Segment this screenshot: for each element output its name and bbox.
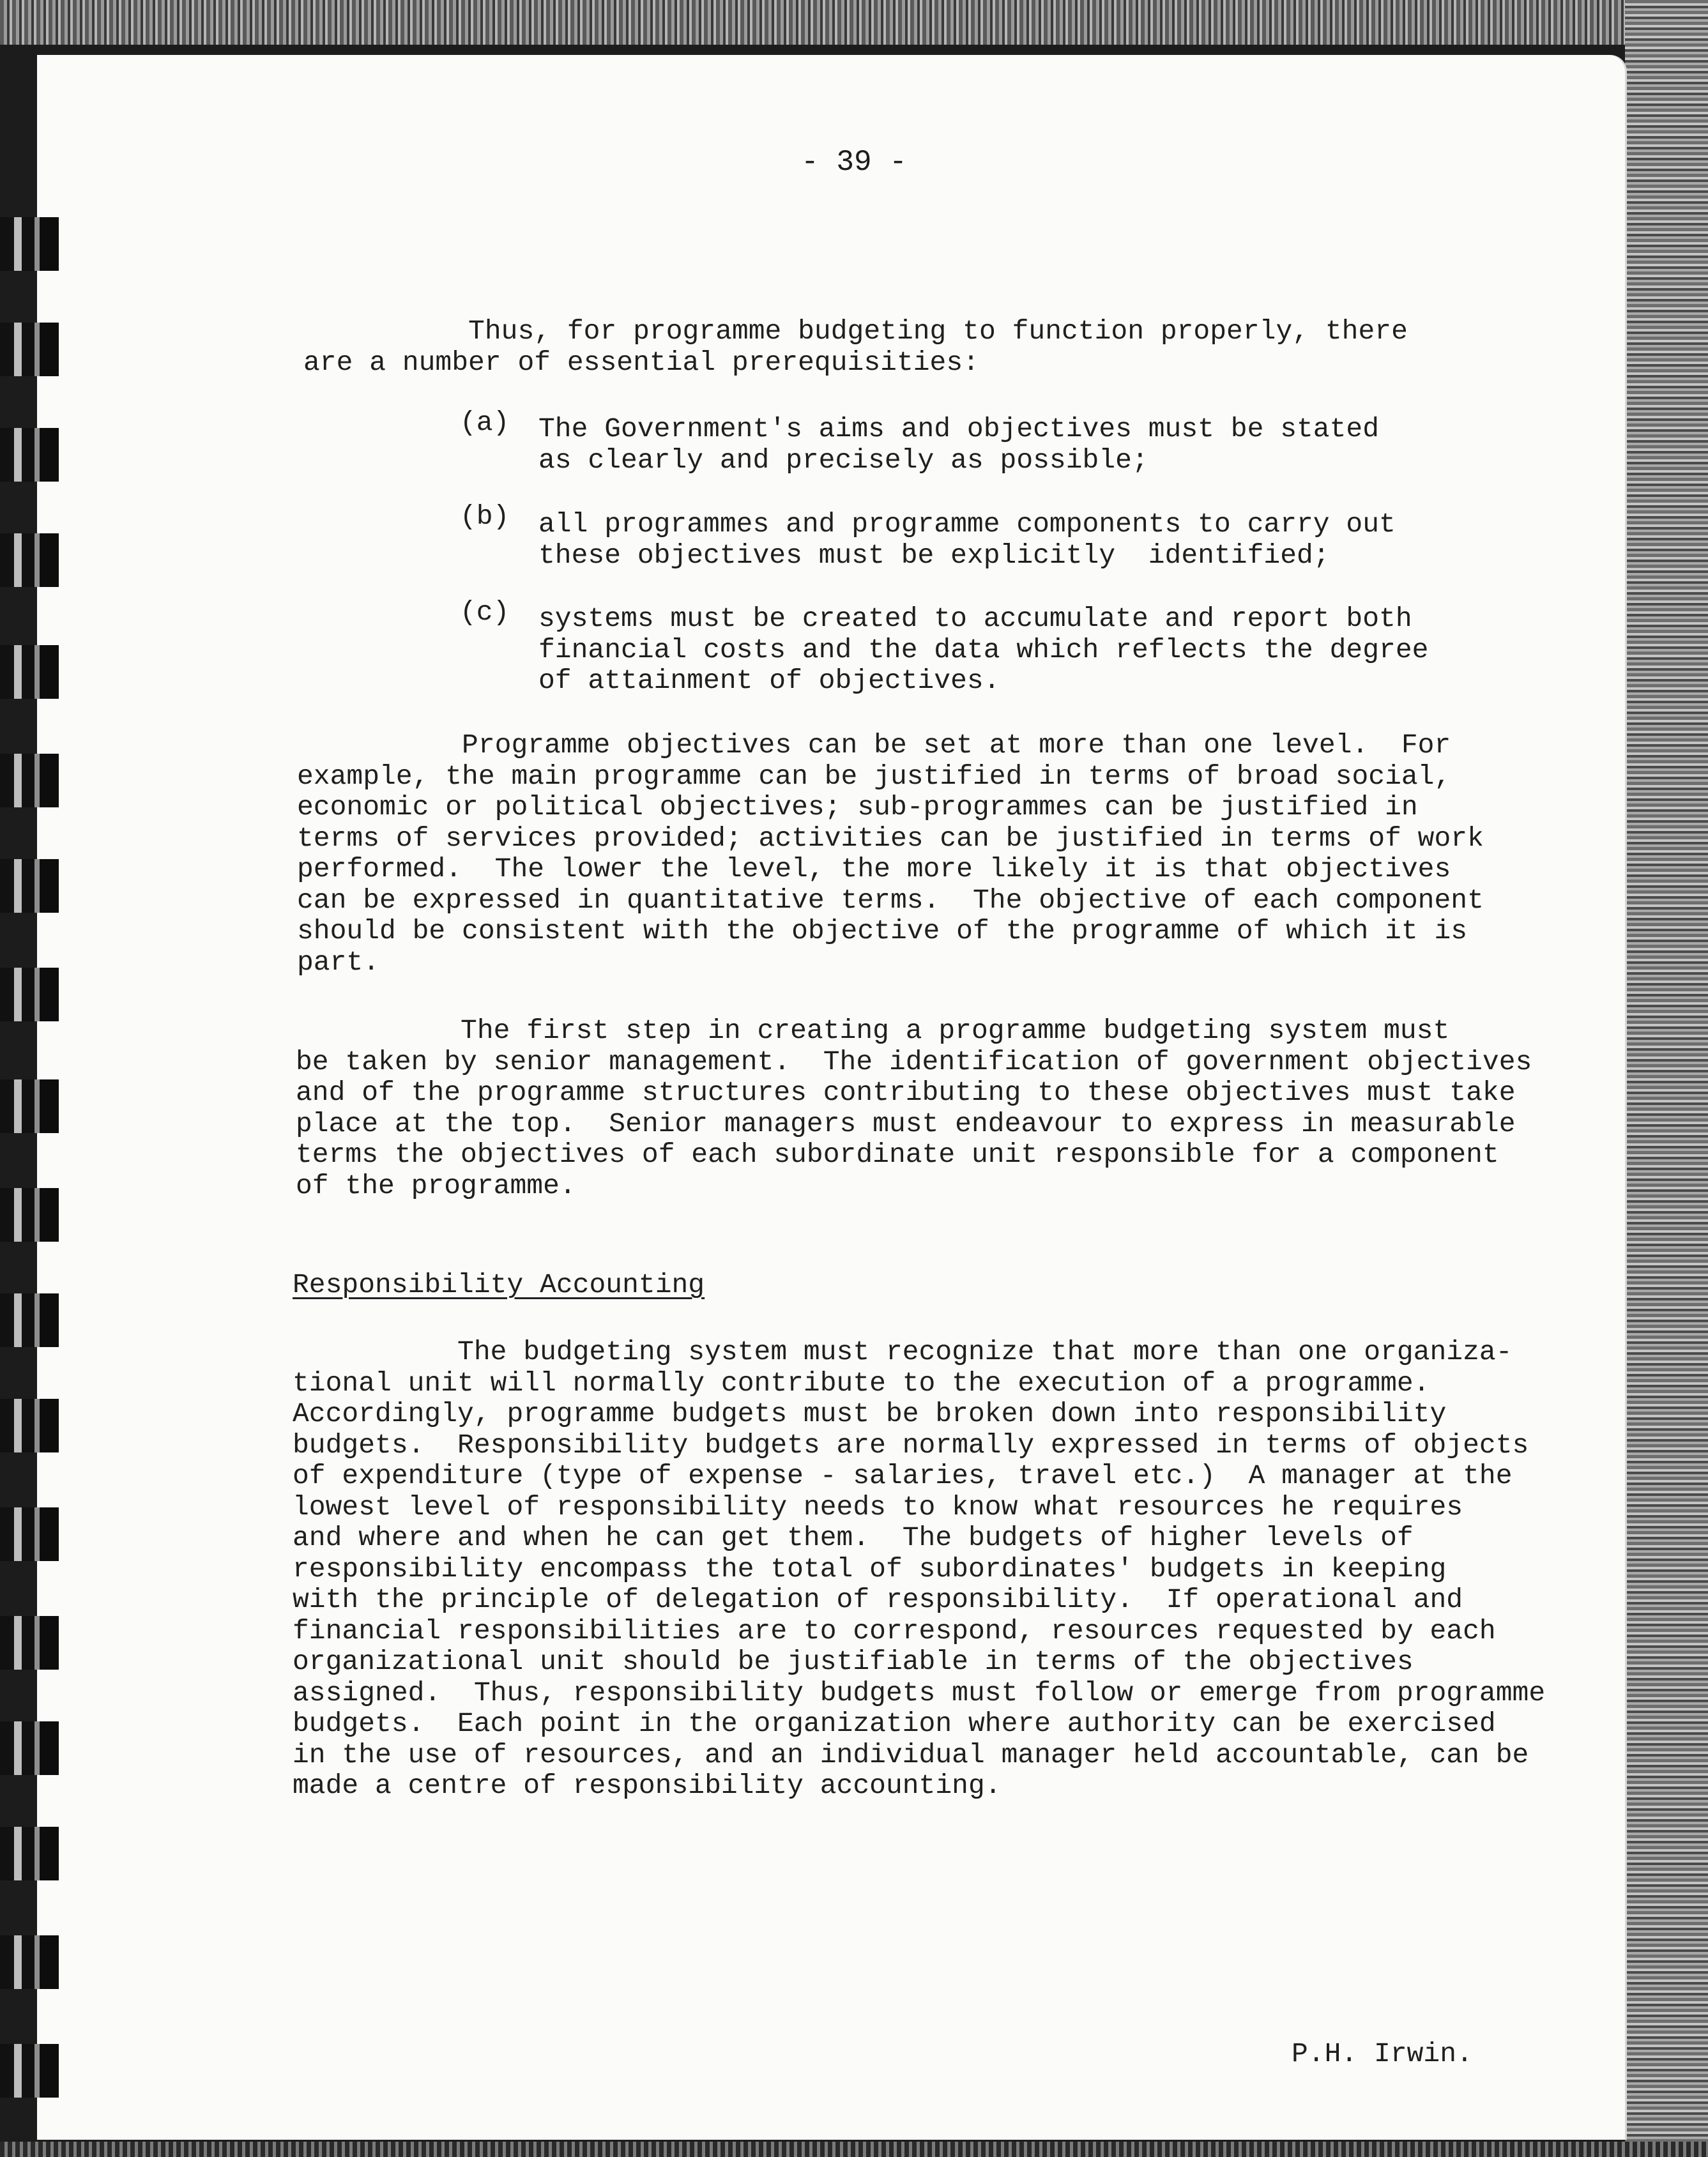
binding-ring — [0, 1293, 59, 1347]
binding-ring — [0, 533, 59, 587]
binding-ring — [0, 1721, 59, 1775]
spiral-binding — [0, 0, 64, 2157]
binding-ring — [0, 1079, 59, 1133]
binding-ring — [0, 2044, 59, 2098]
binding-ring — [0, 217, 59, 271]
binding-ring — [0, 1616, 59, 1670]
prerequisite-label-b: (b) — [460, 501, 510, 532]
binding-ring — [0, 1935, 59, 1989]
binding-ring — [0, 323, 59, 376]
prerequisite-text-b: all programmes and programme components to carry out these objectives must be explicitly identified; — [538, 508, 1396, 571]
prerequisite-text-c: systems must be created to accumulate and report both financial costs and the data which reflects the degree of attainment of objectives. — [538, 603, 1429, 696]
binding-ring — [0, 645, 59, 699]
binding-ring — [0, 859, 59, 913]
author-signature: P.H. Irwin. — [1292, 2038, 1473, 2069]
scan-edge-top — [0, 0, 1708, 45]
binding-ring — [0, 968, 59, 1021]
scan-edge-bottom — [0, 2142, 1708, 2157]
intro-paragraph: Thus, for programme budgeting to function properly, there are a number of essential prerequisities: — [303, 316, 1408, 378]
binding-ring — [0, 428, 59, 482]
binding-ring — [0, 754, 59, 807]
binding-ring — [0, 1507, 59, 1561]
paragraph-responsibility-accounting: The budgeting system must recognize that more than one organiza- tional unit will normally contribute to the execution of a programme. Accordingly, programme budgets must be broken down into responsibility budgets. Responsibility budgets are normally expressed in terms of objects of expenditure (type of expense - salaries, travel etc.) A manager at the lowest level of responsibility needs to know what resources he requires and where and when he can get them. The budgets of higher levels of responsibility encompass the total of subordinates' budgets in keeping with the principle of delegation of responsibility. If operational and financial responsibilities are to correspond, resources requested by each organizational unit should be justifiable in terms of the objectives assigned. Thus, responsibility budgets must follow or emerge from programme budgets. Each point in the organization where authority can be exercised in the use of resources, and an individual manager held accountable, can be made a centre of responsibility accounting. — [293, 1336, 1546, 1801]
section-heading: Responsibility Accounting — [293, 1269, 705, 1300]
prerequisite-text-a: The Government's aims and objectives must be stated as clearly and precisely as possible; — [538, 413, 1380, 476]
binding-ring — [0, 1188, 59, 1242]
page-number: - 39 - — [801, 146, 907, 179]
prerequisite-label-a: (a) — [460, 407, 510, 438]
paragraph-first-step: The first step in creating a programme budgeting system must be taken by senior management. The identification of government objectives and of the programme structures contributing to these objectives must take place at the top. Senior managers must endeavour to express in measurable terms the objectives of each subordinate unit responsible for a component of the programme. — [296, 1015, 1532, 1201]
binding-ring — [0, 1399, 59, 1452]
binding-ring — [0, 1827, 59, 1880]
scan-edge-right — [1625, 0, 1708, 2157]
paragraph-objectives-levels: Programme objectives can be set at more than one level. For example, the main programme can be justified in terms of broad social, economic or political objectives; sub-programmes can be justified in terms of services provided; activities can be justified in terms of work performed. The lower the level, the more likely it is that objectives can be expressed in quantitative terms. The objective of each component should be consistent with the objective of the programme of which it is part. — [297, 729, 1484, 978]
prerequisite-label-c: (c) — [460, 597, 510, 628]
